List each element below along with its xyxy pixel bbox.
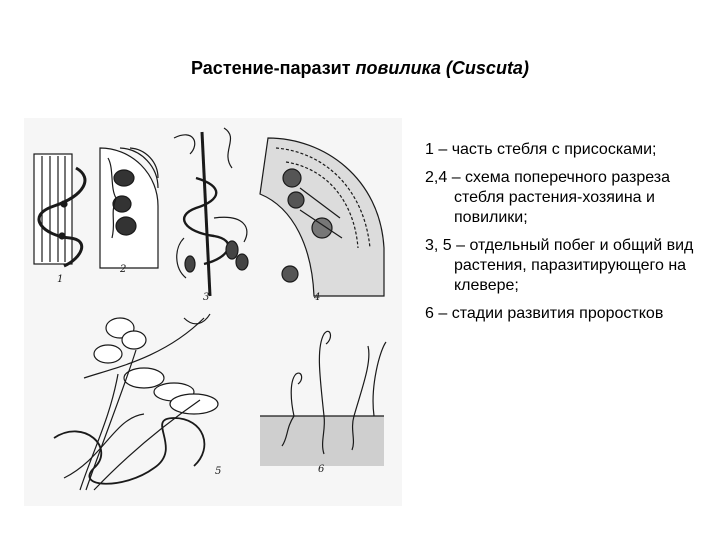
legend-item: 1 – часть стебля с присосками;	[425, 141, 657, 158]
illustration-drawing	[24, 118, 402, 506]
panel-number-4: 4	[314, 292, 321, 303]
figure-legend	[425, 140, 695, 332]
title-italic: повилика (Cuscuta)	[355, 58, 529, 78]
legend-item: 6 – стадии развития проростков	[425, 305, 664, 322]
panel-number-3: 3	[203, 292, 210, 303]
panel-number-1: 1	[57, 274, 64, 285]
panel-4-tissue-section	[260, 138, 384, 296]
legend-item: 2,4 – схема поперечного разреза стебля растения-хозяина и повилики;	[425, 169, 671, 226]
slide-title	[0, 58, 720, 79]
cuscuta-illustration	[24, 118, 402, 506]
legend-item: 3, 5 – отдельный побег и общий вид растения, паразитирующего на клевере;	[425, 237, 694, 294]
title-plain: Растение-паразит	[191, 58, 356, 78]
panel-2-cross-section	[100, 148, 158, 268]
panel-number-6: 6	[318, 464, 325, 475]
panel-6-seedlings	[260, 331, 386, 466]
panel-1-stem-with-haustoria	[34, 154, 85, 266]
panel-number-2: 2	[120, 264, 127, 275]
panel-number-5: 5	[215, 466, 222, 477]
panel-3-shoot	[174, 128, 248, 296]
panel-5-dodder-on-clover	[54, 314, 218, 490]
